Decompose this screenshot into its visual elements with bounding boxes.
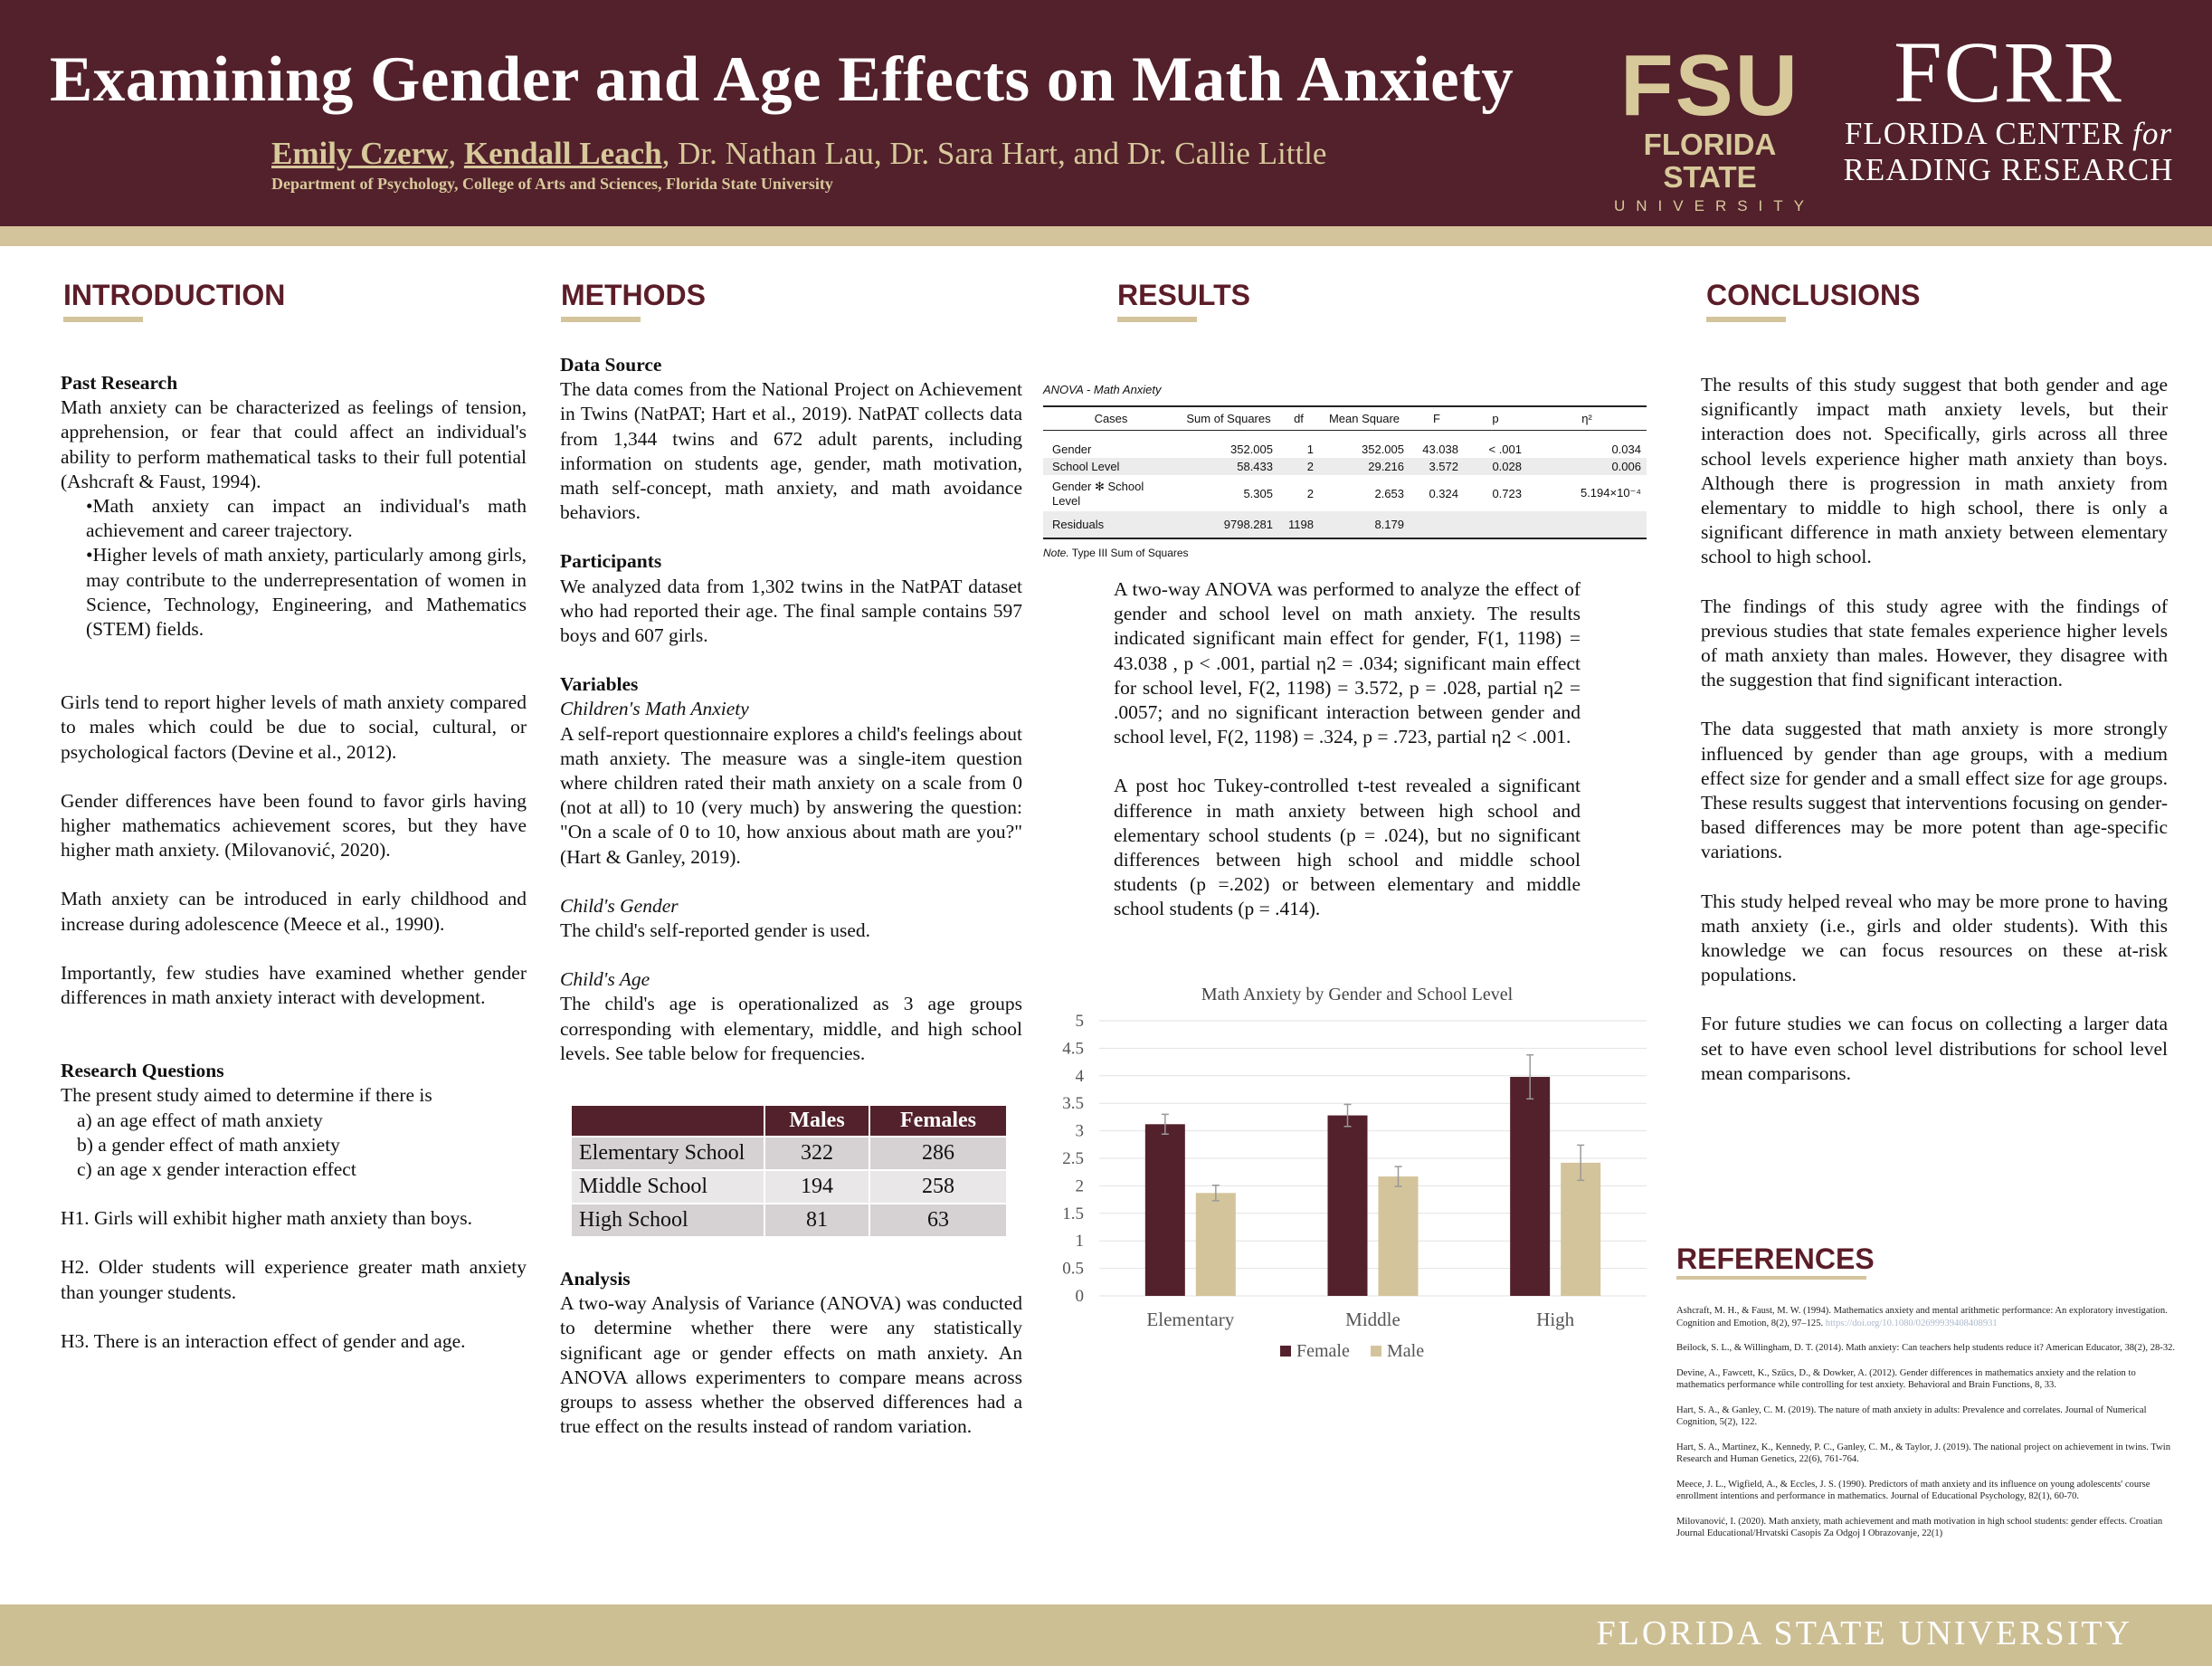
conclusions-paragraph-3: The data suggested that math anxiety is more strongly influenced by gender than age groups, with a medium effect size for gender and a small effect size for age groups. These results suggest that interventions focusing on gender-based differences may be more potent than age-specific variations. [1701, 718, 2168, 863]
methods-analysis [560, 1267, 1022, 1439]
hypothesis-3: H3. There is an interaction effect of gender and age. [61, 1329, 466, 1352]
results-paragraph-2: A post hoc Tukey-controlled t-test revealed a significant difference in math anxiety between high school and elementary school students (p = .024), but no significant differences between high school and middle school students (p =.202) or between elementary and middle school students (p = .414). [1114, 775, 1581, 920]
chart-legend-label: Female [1296, 1341, 1350, 1361]
anova-table [1043, 405, 1647, 539]
author-line: Emily Czerw, Kendall Leach, Dr. Nathan Lau, Dr. Sara Hart, and Dr. Callie Little [271, 136, 1327, 171]
research-question-a: a) an age effect of math anxiety [77, 1109, 323, 1131]
anova-ss: 352.005 [1230, 443, 1273, 456]
chart-bar-female [1328, 1116, 1368, 1296]
anova-ss: 58.433 [1179, 458, 1278, 475]
chart-legend-swatch [1371, 1346, 1381, 1357]
chart-bar-female [1145, 1124, 1185, 1296]
chart-y-tick-label: 2.5 [1062, 1149, 1084, 1168]
anova-df: 2 [1306, 486, 1314, 500]
chart-y-tick-label: 0 [1075, 1287, 1084, 1306]
research-questions-title: Research Questions [61, 1060, 224, 1082]
table-row [1043, 475, 1647, 511]
fcrr-logo-mark: FCRR [1894, 24, 2123, 120]
chart-legend [1280, 1341, 1424, 1361]
anova-case: Gender ✻ School Level [1052, 479, 1144, 508]
chart-x-tick-label: Elementary [1146, 1309, 1235, 1330]
introduction-body [61, 371, 527, 1354]
conclusions-paragraph-4: This study helped reveal who may be more prone to having math anxiety (i.e., girls and older students). With this knowledge we can focus resources on these at-risk populations. [1701, 890, 2168, 986]
reference-item: Milovanović, I. (2020). Math anxiety, math achievement and math motivation in high school students: gender effects. Croatian Journal Educational/Hrvatski Casopis Za Odgoj I Obrazovanje, 22(1) [1676, 1516, 2163, 1538]
variable-1-title: Children's Math Anxiety [560, 698, 749, 720]
frequency-cell-females: 286 [869, 1137, 1007, 1170]
intro-paragraph-4: Math anxiety can be introduced in early childhood and increase during adolescence (Meece et al., 1990). [61, 888, 527, 935]
anova-case: Residuals [1043, 511, 1179, 538]
fsu-logo-university: UNIVERSITY [1613, 197, 1816, 214]
anova-p: < .001 [1488, 443, 1522, 456]
anova-title: ANOVA - Math Anxiety [1043, 383, 1162, 396]
anova-eta [1527, 511, 1647, 538]
reference-item: Beilock, S. L., & Willingham, D. T. (2014). Math anxiety: Can teachers help students reduce it? American Educator, 38(2), 28-32. [1676, 1343, 2176, 1353]
methods-body-top [560, 353, 1022, 1066]
table-row [572, 1170, 1007, 1204]
anova-header-row [1043, 406, 1647, 430]
header-accent-band [0, 226, 2212, 246]
anova-ms: 352.005 [1362, 443, 1404, 456]
reference-item: Meece, J. L., Wigfield, A., & Eccles, J. S. (1990). Predictors of math anxiety and its influence on young adolescents' course enrollment intentions and performance in mathematics. Journal of Educational Psychology, 82(1), 60-70. [1676, 1479, 2150, 1501]
anova-ss: 5.305 [1243, 486, 1273, 500]
anova-eta: 5.194×10⁻⁴ [1580, 486, 1641, 500]
results-paragraph-1: A two-way ANOVA was performed to analyze the effect of gender and school level on math anxiety. The results indicated significant main effect for gender, F(1, 1198) = 43.038 , p < .001, partial η2 = .034; significant main effect for school level, F(2, 1198) = 3.572, p = .028, partial η2 = .0057; and no significant interaction between gender and school level, F(2, 1198) = .324, p = .723, partial η2 < .001. [1114, 578, 1581, 748]
anova-ss: 9798.281 [1179, 511, 1278, 538]
fsu-logo-mark: FSU [1620, 37, 1799, 134]
chart-y-axis [1062, 1012, 1084, 1306]
anova-f: 43.038 [1422, 443, 1458, 456]
reference-item: Devine, A., Fawcett, K., Szűcs, D., & Dowker, A. (2012). Gender differences in mathematics anxiety and the relation to mathematics performance while controlling for test anxiety. Behavioral and Brain Functions, 8, 33. [1676, 1367, 2136, 1390]
frequency-header-blank [572, 1106, 764, 1137]
conclusions-paragraph-2: The findings of this study agree with the findings of previous studies that state females experience higher levels of math anxiety than males. However, they disagree with the suggestion that find significant interaction. [1701, 595, 2168, 691]
anova-f: 0.324 [1429, 486, 1458, 500]
fcrr-logo [1841, 24, 2176, 188]
variable-3-title: Child's Age [560, 968, 650, 991]
anova-case: Gender [1052, 443, 1092, 456]
author-czerw: Emily Czerw [271, 136, 449, 171]
research-question-b: b) a gender effect of math anxiety [77, 1133, 340, 1156]
anova-ms: 2.653 [1374, 486, 1404, 500]
conclusions-heading-rule [1706, 317, 1786, 322]
frequency-header-males: Males [764, 1106, 869, 1137]
frequency-cell-males: 81 [764, 1204, 869, 1237]
poster-footer [0, 1604, 2212, 1666]
anova-note: Note. Type III Sum of Squares [1043, 547, 1189, 559]
variables-title: Variables [560, 673, 639, 696]
frequency-cell-females: 258 [869, 1170, 1007, 1204]
footer-text: FLORIDA STATE UNIVERSITY [1596, 1614, 2132, 1652]
chart-bar-female [1510, 1077, 1550, 1296]
chart-y-tick-label: 5 [1075, 1012, 1084, 1031]
frequency-cell-males: 194 [764, 1170, 869, 1204]
results-heading-rule [1117, 317, 1197, 322]
reference-item: Ashcraft, M. H., & Faust, M. W. (1994). Mathematics anxiety and mental arithmetic performance: An exploratory investigation. Cognition and Emotion, 8(2), 97–125. https://doi.org/10.1080/02699939408408931 [1676, 1306, 2168, 1328]
chart-legend-label: Male [1387, 1341, 1425, 1361]
results-heading: RESULTS [1117, 279, 1250, 311]
chart-bar-male [1196, 1193, 1236, 1296]
anova-p [1464, 511, 1527, 538]
intro-paragraph-5: Importantly, few studies have examined whether gender differences in math anxiety interact with development. [61, 961, 527, 1009]
frequency-table-header [572, 1106, 1007, 1137]
chart-y-tick-label: 4 [1075, 1066, 1084, 1086]
reference-item: Hart, S. A., & Ganley, C. M. (2019). The nature of math anxiety in adults: Prevalence and correlates. Journal of Numerical Cognition, 5(2), 122. [1676, 1404, 2147, 1427]
conclusions-heading: CONCLUSIONS [1706, 279, 1921, 311]
fsu-logo [1601, 37, 1818, 215]
references-heading-rule [1676, 1276, 1866, 1280]
participants-title: Participants [560, 550, 662, 573]
variable-2-title: Child's Gender [560, 894, 679, 917]
chart-y-tick-label: 2 [1075, 1176, 1084, 1196]
anova-ms: 8.179 [1319, 511, 1410, 538]
anova-header-df: df [1278, 406, 1319, 430]
hypothesis-1: H1. Girls will exhibit higher math anxiety than boys. [61, 1207, 473, 1230]
anova-header-p: p [1464, 406, 1527, 430]
chart-title: Math Anxiety by Gender and School Level [1201, 985, 1514, 1004]
reference-doi-link[interactable]: https://doi.org/10.1080/02699939408408931 [1825, 1318, 1998, 1328]
intro-paragraph-1: Math anxiety can be characterized as feelings of tension, apprehension, or fear that could affect an individual's ability to perform mathematical tasks to their full potential (Ashcraft & Faust, 1994). [61, 396, 527, 492]
authors-rest: , Dr. Nathan Lau, Dr. Sara Hart, and Dr. Callie Little [661, 136, 1327, 171]
table-row [1043, 441, 1647, 458]
frequency-row-label: Elementary School [572, 1137, 764, 1170]
research-questions-intro: The present study aimed to determine if there is [61, 1084, 432, 1107]
intro-bullet-2: •Higher levels of math anxiety, particularly among girls, may contribute to the underrepresentation of women in Science, Technology, Engineering, and Mathematics (STEM) fields. [86, 544, 527, 641]
anova-eta: 0.006 [1527, 458, 1647, 475]
anova-df: 2 [1278, 458, 1319, 475]
anova-p: 0.723 [1492, 486, 1522, 500]
variable-3-text: The child's age is operationalized as 3 age groups corresponding with elementary, middle, and high school levels. See table below for frequencies. [560, 993, 1022, 1064]
results-body [1114, 577, 1581, 922]
chart-y-tick-label: 3 [1075, 1121, 1084, 1141]
table-row [1043, 458, 1647, 475]
references-list [1676, 1305, 2183, 1553]
data-source-title: Data Source [560, 354, 662, 376]
chart-x-tick-label: Middle [1345, 1309, 1400, 1330]
anova-df: 1 [1306, 443, 1314, 456]
table-row [572, 1204, 1007, 1237]
frequency-header-females: Females [869, 1106, 1007, 1137]
chart-bar-male [1561, 1163, 1600, 1296]
chart-y-tick-label: 1.5 [1062, 1204, 1084, 1223]
anova-header-ms: Mean Square [1319, 406, 1410, 430]
methods-heading-rule [561, 317, 641, 322]
variable-1-text: A self-report questionnaire explores a child's feelings about math anxiety. The measure was a single-item question where children rated their math anxiety on a scale from 0 (not at all) to 10 (very much) by answering the question: "On a scale of 0 to 10, how anxious about math are you?" (Hart & Ganley, 2019). [560, 722, 1022, 868]
anova-header-f: F [1410, 406, 1464, 430]
chart-y-tick-label: 4.5 [1062, 1039, 1084, 1059]
intro-paragraph-3: Gender differences have been found to favor girls having higher mathematics achievement scores, but they have higher math anxiety. (Milovanović, 2020). [61, 789, 527, 862]
chart-bars [1145, 1055, 1600, 1296]
anova-header-ss: Sum of Squares [1179, 406, 1278, 430]
poster-title: Examining Gender and Age Effects on Math Anxiety [50, 44, 1514, 115]
chart-x-axis [1146, 1309, 1574, 1330]
chart-legend-swatch [1280, 1346, 1291, 1357]
fcrr-logo-line1: FLORIDA CENTER for [1844, 116, 2173, 151]
analysis-text: A two-way Analysis of Variance (ANOVA) was conducted to determine whether there were any statistically significant age or gender effects on math anxiety. An ANOVA allows experimenters to compare means across groups to assess whether the observed differences had a true effect on the results instead of random variation. [560, 1292, 1022, 1438]
fcrr-logo-line2: READING RESEARCH [1843, 152, 2174, 187]
frequency-table [572, 1106, 1008, 1238]
anova-ms: 29.216 [1319, 458, 1410, 475]
analysis-title: Analysis [560, 1268, 631, 1290]
introduction-heading-rule [63, 317, 143, 322]
chart-y-tick-label: 1 [1075, 1232, 1084, 1252]
conclusions-body [1701, 373, 2168, 1086]
data-source-text: The data comes from the National Project on Achievement in Twins (NatPAT; Hart et al., 2019). NatPAT collects data from 1,344 twins and 672 adult parents, including information on students age, gender, math motivation, math self-concept, math anxiety, and math avoidance behaviors. [560, 378, 1022, 524]
anova-eta: 0.034 [1611, 443, 1641, 456]
methods-heading: METHODS [561, 279, 706, 311]
conclusions-paragraph-1: The results of this study suggest that both gender and age significantly impact math anxiety levels, but their interaction does not. Specifically, girls across all three school levels experience higher math anxiety than boys. Although there is progression in math anxiety from elementary to middle to high school, there is only a significant difference in math anxiety between elementary school to high school. [1701, 374, 2168, 568]
table-row [572, 1137, 1007, 1170]
math-anxiety-bar-chart [1049, 973, 1665, 1371]
anova-f [1410, 511, 1464, 538]
chart-x-tick-label: High [1536, 1309, 1575, 1330]
chart-y-tick-label: 0.5 [1062, 1259, 1084, 1279]
conclusions-paragraph-5: For future studies we can focus on collecting a larger data set to have even school level distributions for school level mean comparisons. [1701, 1013, 2168, 1084]
participants-text: We analyzed data from 1,302 twins in the NatPAT dataset who had reported their age. The final sample contains 597 boys and 607 girls. [560, 575, 1022, 647]
anova-f: 3.572 [1410, 458, 1464, 475]
variable-2-text: The child's self-reported gender is used. [560, 919, 870, 942]
table-row [1043, 511, 1647, 538]
anova-p: 0.028 [1464, 458, 1527, 475]
department: Department of Psychology, College of Arts and Sciences, Florida State University [271, 175, 833, 193]
frequency-cell-males: 322 [764, 1137, 869, 1170]
intro-paragraph-2: Girls tend to report higher levels of math anxiety compared to males which could be due to social, cultural, or psychological factors (Devine et al., 2012). [61, 691, 527, 763]
anova-header-cases: Cases [1043, 406, 1179, 430]
anova-header-eta: η² [1527, 406, 1647, 430]
frequency-cell-females: 63 [869, 1204, 1007, 1237]
frequency-row-label: Middle School [572, 1170, 764, 1204]
fsu-logo-state: FLORIDA STATE [1643, 128, 1777, 194]
intro-bullet-1: •Math anxiety can impact an individual's math achievement and career trajectory. [86, 495, 527, 542]
references-heading: REFERENCES [1676, 1242, 1875, 1275]
introduction-heading: INTRODUCTION [63, 279, 286, 311]
anova-df: 1198 [1278, 511, 1319, 538]
research-question-c: c) an age x gender interaction effect [77, 1158, 356, 1181]
poster-header [0, 0, 2212, 226]
chart-bar-male [1379, 1176, 1419, 1296]
reference-item: Hart, S. A., Martinez, K., Kennedy, P. C., Ganley, C. M., & Taylor, J. (2019). The national project on achievement in twins. Twin Research and Human Genetics, 22(6), 761-764. [1676, 1442, 2171, 1464]
frequency-row-label: High School [572, 1204, 764, 1237]
chart-y-tick-label: 3.5 [1062, 1094, 1084, 1114]
author-leach: Kendall Leach [463, 136, 662, 171]
anova-case: School Level [1043, 458, 1179, 475]
hypothesis-2: H2. Older students will experience greater math anxiety than younger students. [61, 1256, 527, 1303]
past-research-title: Past Research [61, 372, 178, 394]
